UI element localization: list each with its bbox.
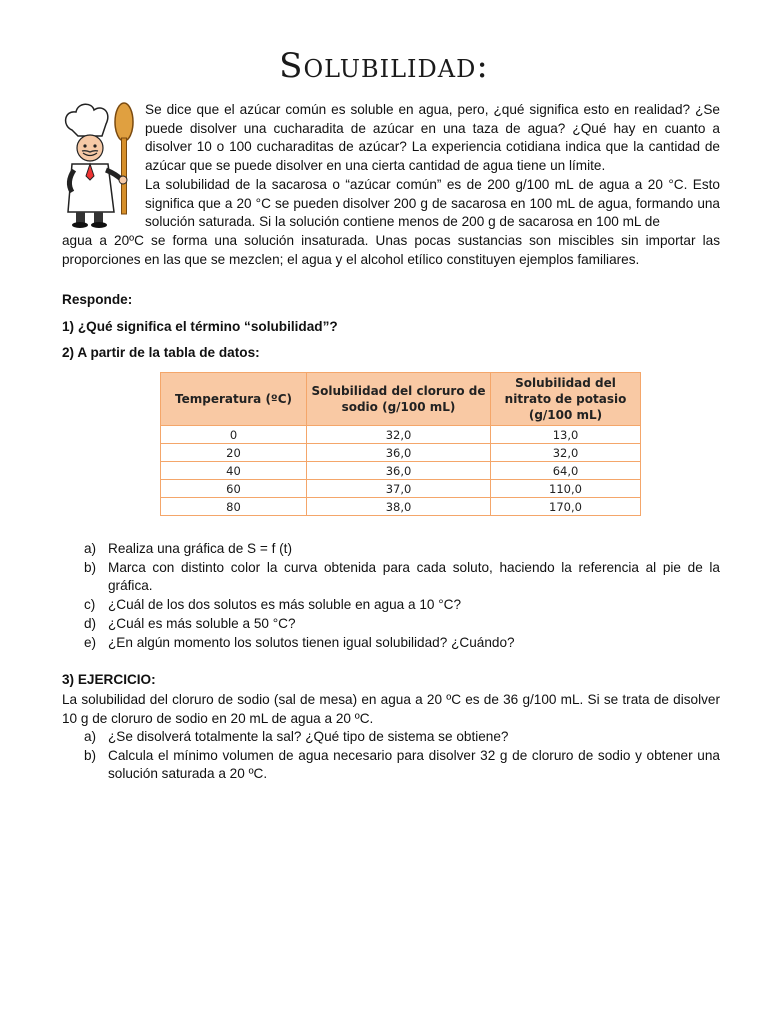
table-cell: 170,0 (491, 498, 641, 516)
intro-paragraph-1: Se dice que el azúcar común es soluble en agua, pero, ¿qué significa esto en realidad? ¿Se puede disolver una cucharadita de azúcar en una taza de agua? ¿Qué hay en cuanto a disolver 10 o 100 cucharaditas de azúcar? La experiencia cotidiana indica que la cantidad de azúcar que se puede disolver en una cierta cantidad de agua tiene un límite. (145, 102, 720, 174)
table-cell: 80 (161, 498, 307, 516)
table-row (161, 462, 641, 480)
list-item-text: ¿Cuál es más soluble a 50 °C? (108, 615, 296, 631)
chef-illustration (58, 100, 140, 228)
list-item-text: ¿Cuál de los dos solutos es más soluble en agua a 10 °C? (108, 597, 462, 613)
page-title: Solubilidad: (279, 46, 489, 86)
table-cell: 0 (161, 426, 307, 444)
table-cell: 20 (161, 444, 307, 462)
table-cell: 36,0 (307, 462, 491, 480)
list-item-text: ¿En algún momento los solutos tienen igual solubilidad? ¿Cuándo? (108, 634, 515, 650)
table-cell: 40 (161, 462, 307, 480)
solubility-table (160, 372, 641, 516)
header-nacl: Solubilidad del cloruro de sodio (g/100 mL) (307, 373, 491, 426)
question-2-list (84, 540, 720, 652)
list-item (84, 747, 720, 784)
table-row (161, 444, 641, 462)
header-kno3: Solubilidad del nitrato de potasio (g/100 mL) (491, 373, 641, 426)
list-marker: b) (84, 747, 97, 763)
table-row (161, 426, 641, 444)
table-row (161, 480, 641, 498)
list-item-text: Marca con distinto color la curva obtenida para cada soluto, haciendo la referencia al pie de la gráfica. (108, 559, 720, 594)
list-item-text: ¿Se disolverá totalmente la sal? ¿Qué tipo de sistema se obtiene? (108, 729, 509, 744)
table-cell: 32,0 (491, 444, 641, 462)
table-cell: 110,0 (491, 480, 641, 498)
list-item (84, 634, 720, 653)
exercise-list (84, 728, 720, 784)
list-marker: e) (84, 634, 97, 650)
list-marker: a) (84, 541, 97, 556)
table-cell: 38,0 (307, 498, 491, 516)
responde-heading: Responde: (62, 292, 133, 307)
table-cell: 64,0 (491, 462, 641, 480)
table-row (161, 498, 641, 516)
list-marker: c) (84, 597, 96, 613)
list-item (84, 728, 720, 747)
table-header-row (161, 373, 641, 426)
question-2: 2) A partir de la tabla de datos: (62, 345, 260, 360)
list-marker: d) (84, 615, 97, 631)
exercise-text: La solubilidad del cloruro de sodio (sal de mesa) en agua a 20 ºC es de 36 g/100 mL. Si se trata de disolver 10 g de cloruro de sodio en 20 mL de agua a 20 ºC. (62, 692, 720, 726)
list-item (84, 615, 720, 634)
list-marker: a) (84, 729, 97, 744)
list-item-text: Realiza una gráfica de S = f (t) (108, 541, 292, 556)
table-cell: 36,0 (307, 444, 491, 462)
list-item-text: Calcula el mínimo volumen de agua necesario para disolver 32 g de cloruro de sodio y obtener una solución saturada a 20 ºC. (108, 747, 720, 782)
table-cell: 13,0 (491, 426, 641, 444)
intro-paragraph-2: La solubilidad de la sacarosa o “azúcar común” es de 200 g/100 mL de agua a 20 °C. Esto significa que a 20 °C se pueden disolver 200 g de sacarosa en 100 mL de agua, formando una solución saturada. Si la solución contiene menos de 200 g de sacarosa en 100 mL de (145, 177, 720, 230)
list-item (84, 596, 720, 615)
list-item (84, 540, 720, 559)
intro-paragraph-3: agua a 20ºC se forma una solución insaturada. Unas pocas sustancias son miscibles sin importar las proporciones en las que se mezclen; el agua y el alcohol etílico constituyen ejemplos familiares. (62, 233, 720, 267)
list-marker: b) (84, 559, 97, 575)
exercise-heading: 3) EJERCICIO: (62, 672, 156, 687)
table-cell: 60 (161, 480, 307, 498)
table-cell: 32,0 (307, 426, 491, 444)
header-temperature: Temperatura (ºC) (161, 373, 307, 426)
table-cell: 37,0 (307, 480, 491, 498)
list-item (84, 559, 720, 596)
question-1: 1) ¿Qué significa el término “solubilidad”? (62, 319, 338, 334)
